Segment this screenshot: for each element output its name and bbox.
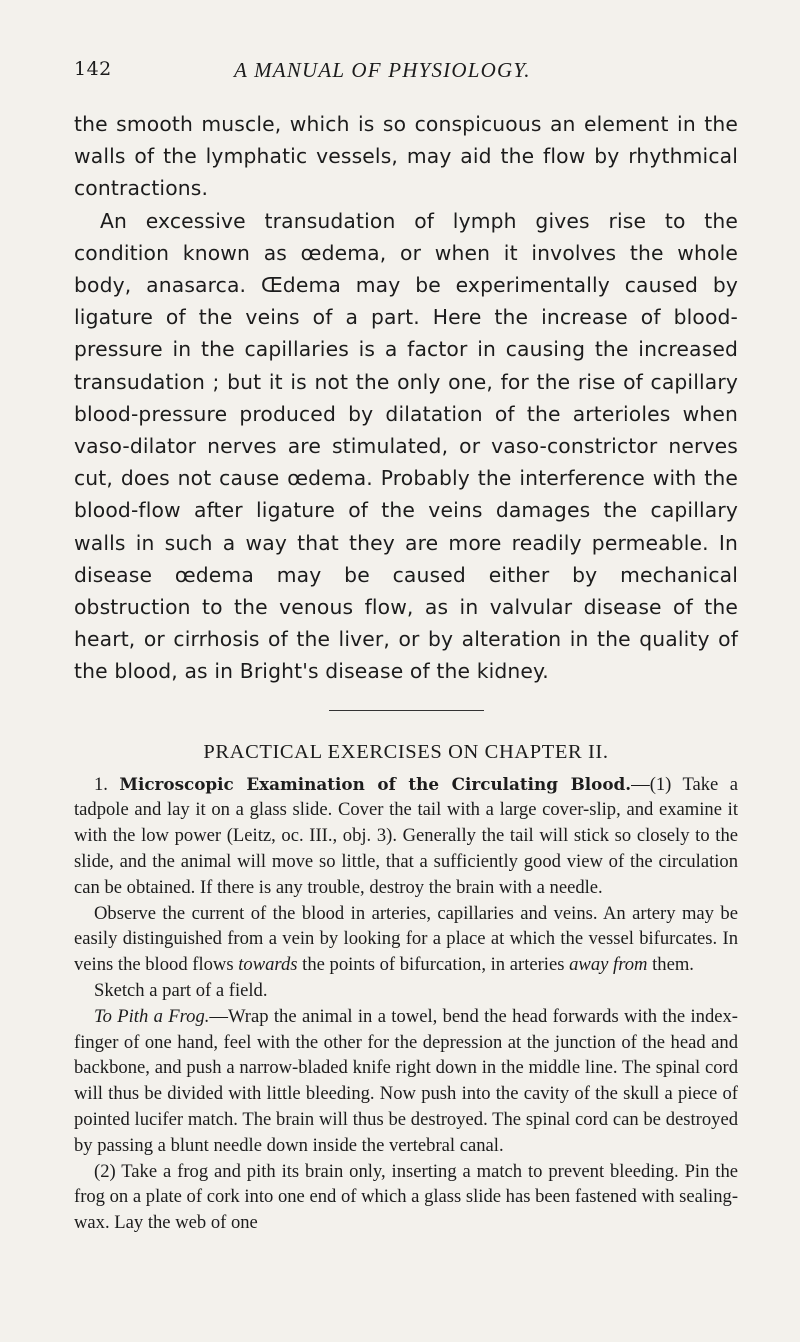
observe-towards: towards bbox=[238, 954, 298, 976]
pith-frog-text: —Wrap the animal in a towel, bend the head forwards with the index-finger of one hand, feel with the other for the depression at the junction of the head and backbone, and push a narrow-bladed knife right down in the middle line. The spinal cord will thus be divided with little bleeding. Now push into the cavity of the skull a piece of pointed lucifer match. The brain will thus be destroyed. The spinal cord can be destroyed by passing a blunt needle down inside the vertebral canal. bbox=[74, 1005, 738, 1156]
exercise-1-title: Microscopic Examination of the Circulating Blood. bbox=[119, 773, 632, 794]
pith-frog-title: To Pith a Frog. bbox=[94, 1005, 210, 1027]
paragraph-lymph-flow: the smooth muscle, which is so conspicuous an element in the walls of the lymphatic vessels, may aid the flow by rhythmical contractions. bbox=[74, 112, 738, 201]
exercise-1-number: 1. bbox=[94, 773, 108, 795]
running-title: A MANUAL OF PHYSIOLOGY. bbox=[234, 58, 531, 82]
page-number: 142 bbox=[74, 58, 112, 80]
pith-frog-paragraph bbox=[74, 1004, 738, 1159]
section-heading: PRACTICAL EXERCISES ON CHAPTER II. bbox=[203, 740, 609, 763]
exercise-2: (2) Take a frog and pith its brain only, inserting a match to prevent bleeding. Pin the frog on a plate of cork into one end of which a glass slide has been fastened with sealing-wax. Lay the web of one bbox=[74, 1160, 739, 1234]
observe-text-c: them. bbox=[652, 954, 694, 976]
observe-paragraph bbox=[74, 901, 738, 978]
page-body bbox=[74, 108, 738, 1236]
paragraph-oedema: An excessive transudation of lymph gives rise to the condition known as œdema, or when it involves the whole body, anasarca. Œdema may be experimentally caused by ligature of the veins of a part. Here the increase of blood-pressure in the capillaries is a factor in causing the increased transudation ; but it is not the only one, for the rise of capillary blood-pressure produced by dilatation of the arterioles when vaso-dilator nerves are stimulated, or vaso-constrictor nerves cut, does not cause œdema. Probably the interference with the blood-flow after ligature of the veins damages the capillary walls in such a way that they are more readily permeable. In disease œdema may be caused either by mechanical obstruction to the venous flow, as in valvular disease of the heart, or cirrhosis of the liver, or by alteration in the quality of the blood, as in Bright's disease of the kidney. bbox=[74, 208, 738, 684]
observe-text-b: the points of bifurcation, in arteries bbox=[302, 954, 565, 976]
observe-away-from: away from bbox=[569, 954, 648, 976]
page-header bbox=[74, 58, 734, 88]
sketch-instruction: Sketch a part of a field. bbox=[94, 980, 268, 1002]
section-divider bbox=[329, 710, 484, 711]
exercise-1-text: —(1) Take a tadpole and lay it on a glass slide. Cover the tail with a large cover-slip, and examine it with the low power (Leitz, oc. III., obj. 3). Generally the tail will stick so closely to the slide, and the animal will move so little, that a sufficiently good view of the circulation can be obtained. If there is any trouble, destroy the brain with a needle. bbox=[74, 773, 738, 898]
exercise-1 bbox=[74, 772, 738, 901]
observe-text-a: Observe the current of the blood in arteries, capillaries and veins. An artery may be easily distinguished from a vein by looking for a place at which the vessel bifurcates. In veins the blood flows bbox=[74, 902, 738, 976]
